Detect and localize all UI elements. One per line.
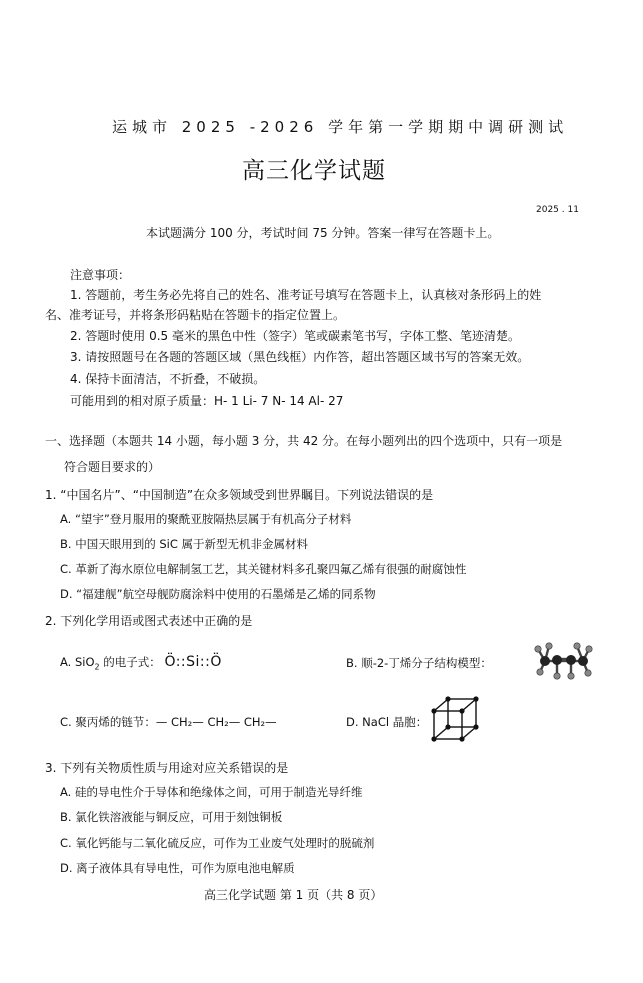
notice-item-3: 3. 请按照题号在各题的答题区域（黑色线框）内作答，超出答题区域书写的答案无效。 [70, 350, 530, 364]
q1-stem: 1. “中国名片”、“中国制造”在众多领域受到世界瞩目。下列说法错误的是 [45, 488, 434, 502]
exam-date: 2025 . 11 [536, 205, 579, 215]
section-heading-a: 一、选择题（本题共 14 小题，每小题 3 分，共 42 分。在每小题列出的四个选项中，只有一项是 [45, 434, 563, 448]
q2-option-d: D. NaCl 晶胞： [346, 715, 428, 729]
q3-option-d: D. 离子液体具有导电性，可作为原电池电解质 [60, 861, 295, 875]
q1-option-d: D. “福建舰”航空母舰防腐涂料中使用的石墨烯是乙烯的同系物 [60, 587, 376, 601]
q2-option-a-suffix: 的电子式： [103, 655, 161, 669]
page-footer: 高三化学试题 第 1 页（共 8 页） [204, 888, 383, 902]
q1-option-b: B. 中国天眼用到的 SiC 属于新型无机非金属材料 [60, 537, 309, 551]
q3-option-c: C. 氧化钙能与二氧化硫反应，可作为工业废气处理时的脱硫剂 [60, 836, 375, 850]
nacl-unit-cell-icon [430, 695, 480, 745]
q2-option-c: C. 聚丙烯的链节：— CH₂— CH₂— CH₂— [60, 715, 277, 729]
q3-option-b: B. 氯化铁溶液能与铜反应，可用于刻蚀铜板 [60, 810, 283, 824]
notice-item-4: 4. 保持卡面清洁，不折叠，不破损。 [70, 372, 266, 386]
q2-option-a-label: A. SiO [60, 655, 95, 669]
exam-line: 运城市 2025 -2026 学年第一学期期中调研测试 [112, 118, 569, 136]
cis-2-butene-model-icon [532, 638, 594, 684]
q2-option-a-sub: 2 [94, 662, 100, 672]
notice-item-2: 2. 答题时使用 0.5 毫米的黑色中性（签字）笔或碳素笔书写，字体工整、笔迹清楚。 [70, 329, 520, 343]
notice-heading: 注意事项： [70, 268, 131, 282]
sio2-electron-formula: Ö::Si::Ö [164, 654, 222, 670]
q2-stem: 2. 下列化学用语或图式表述中正确的是 [45, 614, 253, 628]
notice-item-1b: 名、准考证号，并将条形码粘贴在答题卡的指定位置上。 [45, 308, 346, 322]
page-title: 高三化学试题 [242, 158, 386, 184]
q3-option-a: A. 硅的导电性介于导体和绝缘体之间，可用于制造光导纤维 [60, 785, 363, 799]
section-heading-b: 符合题目要求的） [64, 460, 161, 474]
atomic-masses: 可能用到的相对原子质量：H- 1 Li- 7 N- 14 Al- 27 [70, 394, 344, 408]
q2-option-b: B. 顺-2-丁烯分子结构模型： [346, 656, 492, 670]
notice-item-1a: 1. 答题前，考生务必先将自己的姓名、准考证号填写在答题卡上，认真核对条形码上的姓 [70, 288, 542, 302]
q2-option-a [60, 654, 222, 671]
q1-option-c: C. 革新了海水原位电解制氢工艺，其关键材料多孔聚四氟乙烯有很强的耐腐蚀性 [60, 562, 467, 576]
q1-option-a: A. “望宇”登月服用的聚酰亚胺隔热层属于有机高分子材料 [60, 512, 352, 526]
exam-intro: 本试题满分 100 分，考试时间 75 分钟。答案一律写在答题卡上。 [146, 226, 500, 240]
q3-stem: 3. 下列有关物质性质与用途对应关系错误的是 [45, 761, 289, 775]
